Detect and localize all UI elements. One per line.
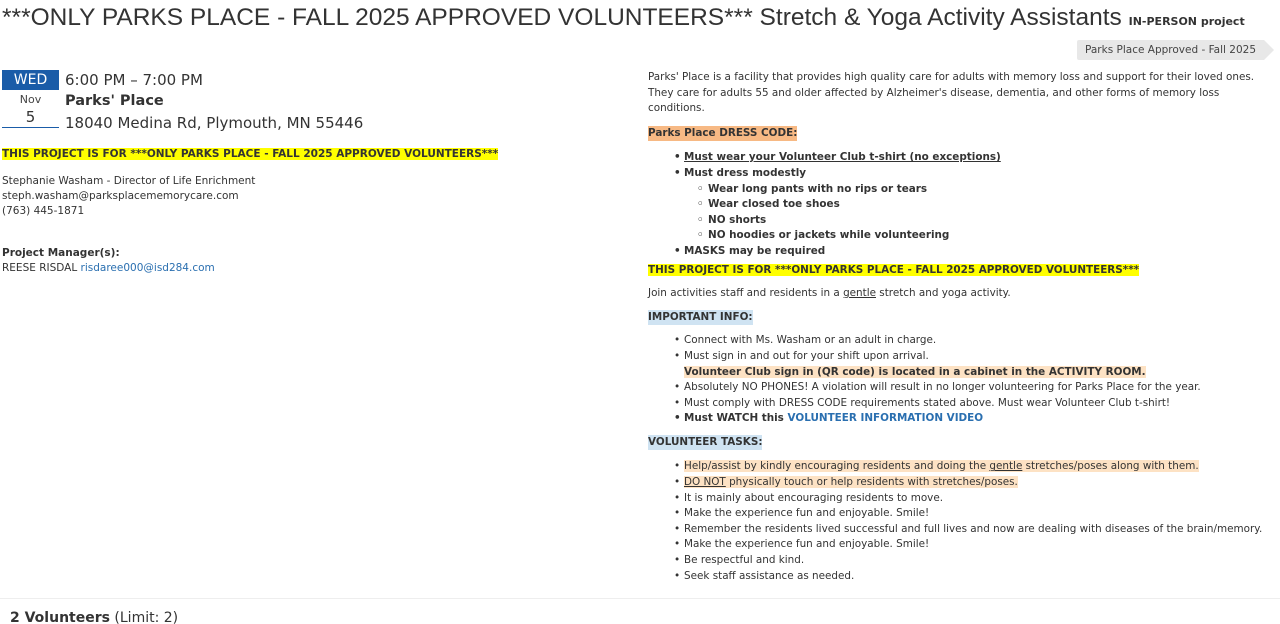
join-text — [648, 286, 1270, 302]
approval-tag[interactable]: Parks Place Approved - Fall 2025 — [1077, 40, 1264, 60]
volunteer-limit: (Limit: 2) — [114, 610, 179, 624]
task-encourage: It is mainly about encouraging residents to move. — [684, 491, 944, 504]
contact-email: steph.washam@parksplacememorycare.com — [2, 190, 239, 202]
calendar-day: 5 — [2, 108, 59, 128]
dress-item-shirt: Must wear your Volunteer Club t-shirt (no exceptions) — [684, 151, 1001, 164]
info-connect: Connect with Ms. Washam or an adult in charge. — [684, 334, 937, 347]
approved-notice-text: THIS PROJECT IS FOR ***ONLY PARKS PLACE - FALL 2025 APPROVED VOLUNTEERS*** — [2, 148, 499, 160]
contact-phone: (763) 445-1871 — [2, 205, 85, 217]
pm-name: REESE RISDAL — [2, 262, 78, 274]
volunteer-count — [10, 610, 178, 624]
volunteer-video-link[interactable]: VOLUNTEER INFORMATION VIDEO — [787, 412, 984, 425]
volunteer-tasks-heading: VOLUNTEER TASKS: — [648, 435, 762, 451]
important-info-list — [648, 333, 1270, 427]
event-time: 6:00 PM – 7:00 PM — [65, 71, 203, 89]
intro-line-2: They care for adults 55 and older affected by Alzheimer's disease, dementia, and other forms of memory loss conditions. — [648, 86, 1220, 115]
calendar-month: Nov — [19, 93, 42, 106]
pm-email-link[interactable]: risdaree000@isd284.com — [80, 262, 215, 274]
dress-code-list — [648, 150, 1270, 259]
task-seek-staff: Seek staff assistance as needed. — [684, 569, 855, 582]
task-help-gentle: gentle — [989, 460, 1023, 473]
info-qr-location: Volunteer Club sign in (QR code) is located in a cabinet in the ACTIVITY ROOM. — [684, 365, 1146, 378]
contact-name: Stephanie Washam - Director of Life Enrichment — [2, 175, 256, 187]
title-text: ***ONLY PARKS PLACE - FALL 2025 APPROVED VOLUNTEERS*** Stretch & Yoga Activity Assistants — [2, 4, 1122, 31]
task-do-not: DO NOT — [684, 476, 726, 489]
calendar-weekday: WED — [2, 70, 59, 90]
dress-item-shorts: NO shorts — [708, 213, 767, 226]
section-divider — [0, 598, 1280, 599]
info-sign-in: Must sign in and out for your shift upon arrival. — [684, 349, 929, 362]
dress-code-heading: Parks Place DRESS CODE: — [648, 126, 797, 142]
page-title — [2, 4, 1245, 32]
task-help-pre: Help/assist by kindly encouraging residents and doing the — [684, 460, 990, 473]
intro-line-1: Parks' Place is a facility that provides high quality care for adults with memory loss and support for their loved ones. — [648, 71, 1255, 83]
join-gentle: gentle — [843, 287, 876, 300]
task-no-touch: physically touch or help residents with stretches/poses. — [725, 476, 1018, 489]
event-details — [65, 70, 605, 134]
project-description — [648, 70, 1270, 584]
task-help-post: stretches/poses along with them. — [1022, 460, 1199, 473]
project-manager-block — [2, 246, 215, 276]
dress-item-hoodies: NO hoodies or jackets while volunteering — [708, 229, 950, 242]
important-info-heading: IMPORTANT INFO: — [648, 310, 753, 326]
join-post: stretch and yoga activity. — [876, 287, 1011, 300]
join-pre: Join activities staff and residents in a — [648, 287, 844, 300]
approved-notice-right: THIS PROJECT IS FOR ***ONLY PARKS PLACE - FALL 2025 APPROVED VOLUNTEERS*** — [648, 263, 1140, 276]
event-address: 18040 Medina Rd, Plymouth, MN 55446 — [65, 114, 364, 132]
info-dress-comply: Must comply with DRESS CODE requirements stated above. Must wear Volunteer Club t-shirt! — [684, 396, 1171, 409]
dress-item-shoes: Wear closed toe shoes — [708, 198, 840, 211]
dress-item-modest: Must dress modestly — [684, 166, 807, 179]
dress-item-masks: MASKS may be required — [684, 244, 826, 257]
pm-heading: Project Manager(s): — [2, 247, 120, 259]
event-place: Parks' Place — [65, 93, 164, 109]
contact-block — [2, 174, 255, 219]
volunteer-count-number: 2 Volunteers — [10, 610, 110, 624]
task-fun-2: Make the experience fun and enjoyable. Smile! — [684, 538, 930, 551]
task-fun-1: Make the experience fun and enjoyable. Smile! — [684, 507, 930, 520]
info-watch: Must WATCH this — [684, 412, 788, 425]
volunteer-tasks-list — [648, 459, 1270, 584]
dress-item-pants: Wear long pants with no rips or tears — [708, 182, 928, 195]
approved-notice — [2, 148, 498, 160]
info-no-phones: Absolutely NO PHONES! A violation will result in no longer volunteering for Parks Place for the year. — [684, 381, 1201, 394]
in-person-badge: IN-PERSON project — [1128, 15, 1245, 28]
calendar-badge — [2, 70, 59, 128]
task-respectful: Be respectful and kind. — [684, 554, 805, 567]
task-remember: Remember the residents lived successful and full lives and now are dealing with diseases of the brain/memory. — [684, 522, 1263, 535]
